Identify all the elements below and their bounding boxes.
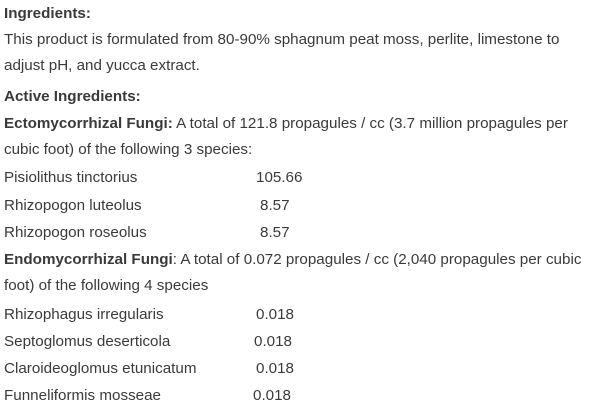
endo-species-value: 0.018 [253,387,292,404]
endo-species-value: 0.018 [254,333,293,350]
endo-species-name: Claroideoglomus etunicatum [4,360,197,377]
ecto-description [4,111,587,164]
ecto-species-name: Pisiolithus tinctorius [4,169,138,186]
endo-description [4,247,587,300]
ingredients-heading: Ingredients: [4,5,91,22]
ecto-species-value: 105.66 [256,169,303,186]
endo-label: Endomycorrhizal Fungi [4,251,173,268]
ecto-species-name: Rhizopogon luteolus [4,197,142,214]
active-ingredients-heading: Active Ingredients: [4,88,141,105]
ingredients-text: This product is formulated from 80-90% sphagnum peat moss, perlite, limestone to adjust pH, and yucca extract. [4,31,560,75]
ecto-species-value: 8.57 [260,197,290,214]
ecto-desc-text: A total of 121.8 propagules / cc (3.7 million propagules per cubic foot) of the following 3 species: [4,115,568,159]
endo-species-name: Rhizophagus irregularis [4,306,164,323]
ecto-species-name: Rhizopogon roseolus [4,224,147,241]
endo-species-value: 0.018 [256,306,295,323]
endo-desc-text: : A total of 0.072 propagules / cc (2,040 propagules per cubic foot) of the following 4 species [4,251,582,295]
ecto-label: Ectomycorrhizal Fungi: [4,115,173,132]
endo-species-name: Septoglomus deserticola [4,333,171,350]
endo-species-name: Funneliformis mosseae [4,387,161,404]
ecto-species-value: 8.57 [260,224,290,241]
endo-species-value: 0.018 [256,360,295,377]
